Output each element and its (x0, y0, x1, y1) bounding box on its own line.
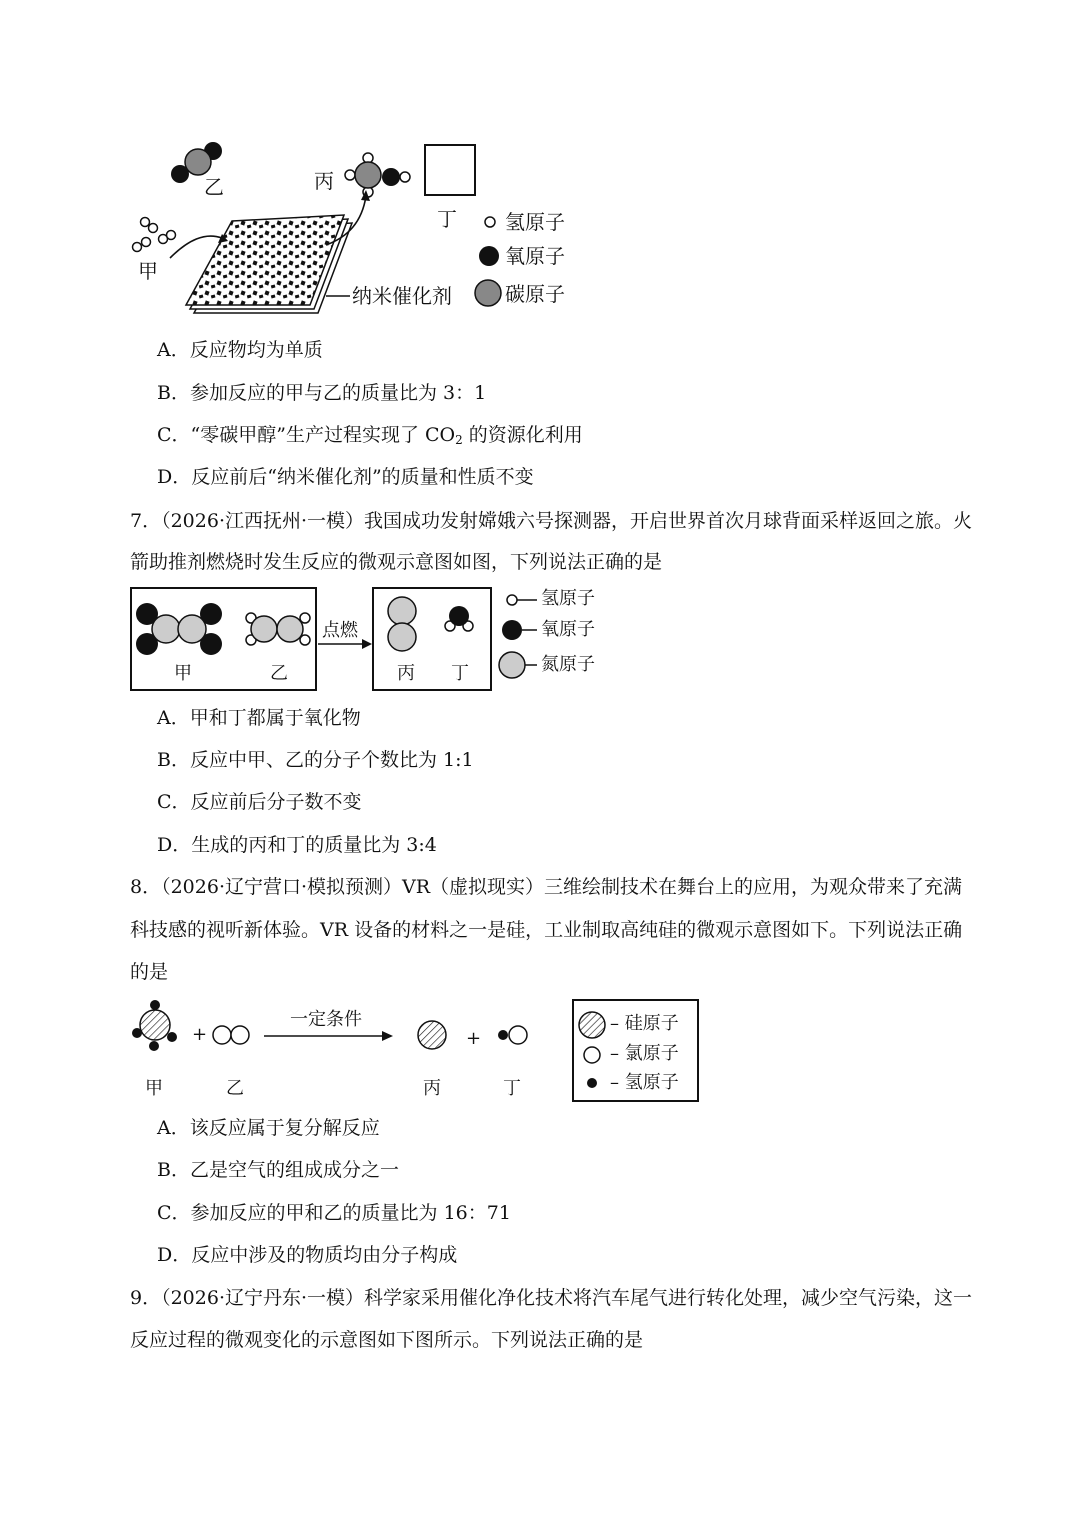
q8-stem-line1: 8．（2026·辽宁营口·模拟预测）VR（虚拟现实）三维绘制技术在舞台上的应用，为观众带来了充满 (130, 876, 963, 898)
q8-label-jia: 甲 (145, 1078, 163, 1099)
q8-plus-1: + (192, 1024, 208, 1045)
label-ding: 丁 (437, 207, 457, 231)
q7-legend-n: 氮原子 (541, 654, 595, 675)
legend-h-label: 氢原子 (505, 210, 565, 234)
q7-option-d: D．生成的丙和丁的质量比为 3:4 (157, 834, 437, 856)
label-yi: 乙 (204, 175, 224, 199)
q7-legend-h: 氢原子 (541, 588, 595, 609)
q7-label-arrow: 点燃 (322, 620, 358, 641)
legend-c-label: 碳原子 (505, 282, 565, 306)
q7-stem-line2: 箭助推剂燃烧时发生反应的微观示意图如图，下列说法正确的是 (130, 551, 663, 573)
bing-molecule-methanol (345, 153, 410, 197)
q8-legend-h: – 氢原子 (610, 1072, 679, 1093)
ding-empty-box (425, 145, 475, 195)
q7-label-yi: 乙 (270, 663, 288, 684)
q9-stem-line1: 9．（2026·辽宁丹东·一模）科学家采用催化净化技术将汽车尾气进行转化处理，减少空气污染，这一 (130, 1287, 973, 1309)
legend-o-label: 氧原子 (505, 244, 565, 268)
q8-arrow-label: 一定条件 (290, 1009, 362, 1030)
figure-q7 (0, 580, 1080, 700)
q8-stem-line2: 科技感的视听新体验。VR 设备的材料之一是硅，工业制取高纯硅的微观示意图如下。下列说法正确 (130, 919, 963, 941)
q8-bing-atom (418, 1021, 446, 1049)
q8-option-d: D．反应中涉及的物质均由分子构成 (157, 1244, 458, 1266)
figure-q6-drawing (0, 0, 1080, 330)
q6-option-c-post: 的资源化利用 (462, 424, 583, 446)
q6-option-d: D．反应前后“纳米催化剂”的质量和性质不变 (157, 466, 534, 488)
figure-q6 (0, 0, 1080, 330)
q7-legend-o: 氧原子 (541, 619, 595, 640)
q8-label-ding: 丁 (503, 1078, 521, 1099)
q8-yi-molecule (213, 1026, 249, 1044)
figure-q7-drawing (0, 580, 1080, 700)
q7-label-jia: 甲 (174, 663, 192, 684)
q7-label-ding: 丁 (451, 663, 469, 684)
q7-option-b: B．反应中甲、乙的分子个数比为 1:1 (157, 749, 474, 771)
legend-q6 (475, 217, 501, 306)
q8-option-a: A．该反应属于复分解反应 (157, 1117, 380, 1139)
q8-plus-2: + (466, 1028, 482, 1049)
q9-stem-line2: 反应过程的微观变化的示意图如下图所示。下列说法正确的是 (130, 1329, 644, 1351)
q8-ding-molecule (498, 1026, 527, 1044)
q7-option-c: C．反应前后分子数不变 (157, 791, 362, 813)
q7-stem-line1: 7．（2026·江西抚州·一模）我国成功发射嫦娥六号探测器，开启世界首次月球背面采样返回之旅。火 (130, 510, 973, 532)
q8-jia-molecule (132, 1000, 177, 1051)
q6-option-b: B．参加反应的甲与乙的质量比为 3：1 (157, 382, 487, 404)
q7-label-bing: 丙 (397, 663, 415, 684)
label-bing: 丙 (314, 169, 334, 193)
jia-molecules-h2 (133, 218, 176, 252)
q7-option-a: A．甲和丁都属于氧化物 (157, 707, 361, 729)
q6-option-a: A．反应物均为单质 (157, 339, 323, 361)
q6-option-c (157, 423, 583, 452)
label-catalyst: 纳米催化剂 (352, 284, 452, 308)
q6-option-c-pre: C．“零碳甲醇”生产过程实现了 CO (157, 424, 456, 446)
q8-label-yi: 乙 (226, 1078, 244, 1099)
q8-legend-cl: – 氯原子 (610, 1043, 679, 1064)
q8-stem-line3: 的是 (130, 961, 169, 983)
figure-q8 (0, 995, 1080, 1105)
q8-label-bing: 丙 (423, 1078, 441, 1099)
q8-legend-si: – 硅原子 (610, 1013, 679, 1034)
legend-q7 (499, 595, 537, 678)
label-jia: 甲 (138, 259, 158, 283)
q8-option-c: C．参加反应的甲和乙的质量比为 16：71 (157, 1202, 511, 1224)
catalyst-plates (186, 215, 352, 313)
q8-option-b: B．乙是空气的组成成分之一 (157, 1159, 399, 1181)
q6-option-c-sub: 2 (455, 433, 463, 447)
